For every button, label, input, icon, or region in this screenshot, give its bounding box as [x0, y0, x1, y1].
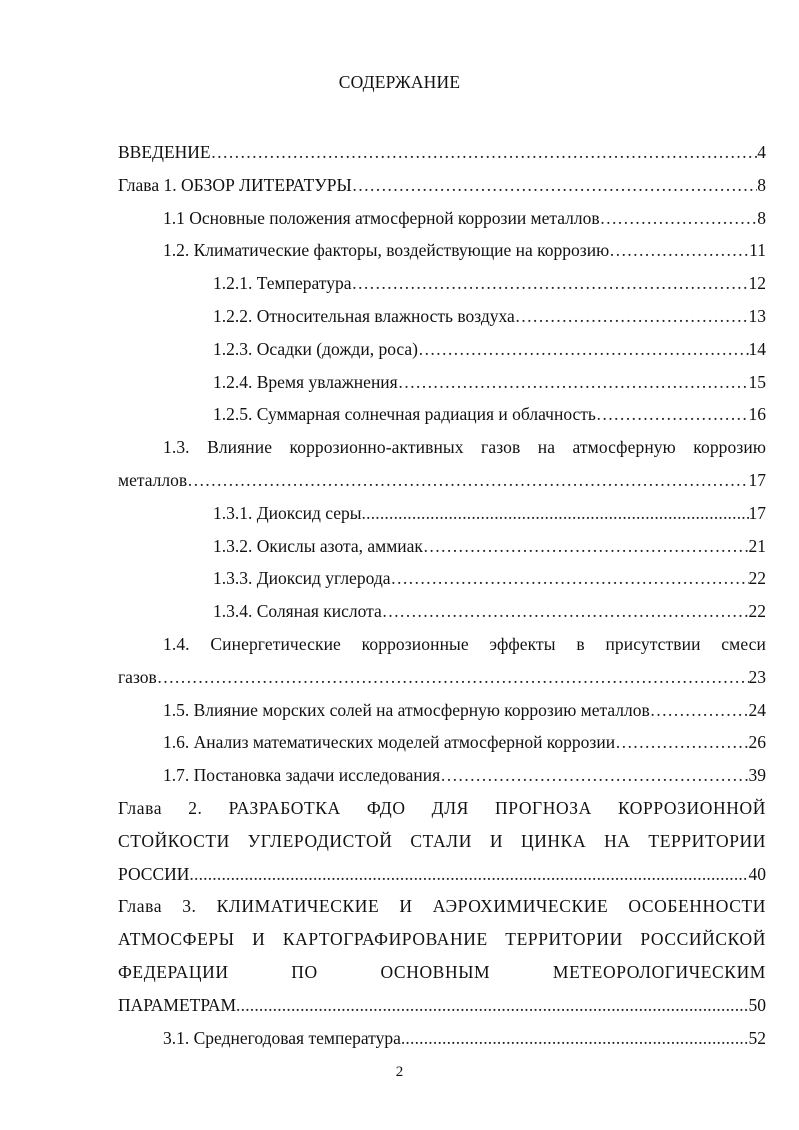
- word: ОСНОВНЫМ: [380, 961, 491, 982]
- word: ФЕДЕРАЦИИ: [118, 961, 229, 982]
- toc-entry-title: газов: [118, 666, 157, 687]
- toc-entry-page: 23: [748, 666, 766, 687]
- toc-entry-3-1[interactable]: [118, 1022, 766, 1055]
- toc-entry-title: 3.1. Среднегодовая температура: [163, 1027, 401, 1048]
- dot-leader: [382, 595, 749, 628]
- toc-entry-page: 39: [748, 765, 766, 786]
- dot-leader: [157, 661, 749, 694]
- word: КАРТОГРАФИРОВАНИЕ: [282, 929, 488, 950]
- toc-entry-title: 1.1 Основные положения атмосферной коррозии металлов: [163, 207, 600, 228]
- word: РАЗРАБОТКА: [228, 797, 341, 818]
- toc-entry-title: 1.2.5. Суммарная солнечная радиация и облачность: [213, 404, 596, 425]
- word: КОРРОЗИОННОЙ: [617, 797, 766, 818]
- word: ПО: [291, 961, 318, 982]
- word: 1.4.: [163, 633, 190, 654]
- toc-entry-1-2-4[interactable]: [118, 366, 766, 399]
- toc-entry-page: 14: [748, 338, 766, 359]
- dot-leader: [391, 562, 749, 595]
- dot-leader: [352, 169, 758, 202]
- word: присутствии: [605, 633, 701, 654]
- toc-entry-title: металлов: [118, 469, 188, 490]
- word: ТЕРРИТОРИИ: [505, 929, 623, 950]
- toc-entry-page: 8: [757, 174, 766, 195]
- dot-leader: [515, 300, 749, 333]
- word: Глава: [118, 896, 163, 917]
- dot-leader: [362, 497, 749, 530]
- dot-leader: [440, 759, 748, 792]
- toc-entry-title: 1.6. Анализ математических моделей атмосферной коррозии: [163, 732, 616, 753]
- word: газов: [481, 437, 521, 458]
- dot-leader: [615, 726, 748, 759]
- toc-entry-1-3-3[interactable]: [118, 562, 766, 595]
- toc-entry-1-7[interactable]: [118, 759, 766, 792]
- word: 2.: [188, 797, 203, 818]
- word: коррозионно-активных: [289, 437, 464, 458]
- toc-entry-title: РОССИИ: [118, 863, 190, 884]
- word: И: [399, 896, 413, 917]
- toc-entry-page: 17: [748, 469, 766, 490]
- toc-entry-title: 1.2.4. Время увлажнения: [213, 371, 398, 392]
- dot-leader: [418, 333, 749, 366]
- word: ТЕРРИТОРИИ: [648, 830, 766, 851]
- toc-entry-page: 16: [748, 404, 766, 425]
- word: 3.: [182, 896, 197, 917]
- word: АТМОСФЕРЫ: [118, 929, 235, 950]
- toc-entry-1-6[interactable]: [118, 726, 766, 759]
- toc-entry-page: 11: [749, 240, 766, 261]
- toc-entry-title: 1.2.1. Температура: [213, 273, 352, 294]
- dot-leader: [600, 202, 758, 235]
- word: АЭРОХИМИЧЕСКИЕ: [432, 896, 609, 917]
- toc-entry-page: 13: [748, 305, 766, 326]
- toc-entry-chapter-3-line-1[interactable]: [118, 890, 766, 923]
- toc-entry-1-3-2[interactable]: [118, 530, 766, 563]
- toc-entry-intro[interactable]: [118, 136, 766, 169]
- toc-entry-1-3-line-1[interactable]: [118, 431, 766, 464]
- word: ДЛЯ: [431, 797, 469, 818]
- toc-entry-title: 1.7. Постановка задачи исследования: [163, 765, 441, 786]
- word: СТАЛИ: [410, 830, 472, 851]
- word: Влияние: [207, 437, 273, 458]
- word: ЦИНКА: [520, 830, 587, 851]
- word: эффекты: [489, 633, 556, 654]
- toc-entry-page: 24: [748, 699, 766, 720]
- toc-entry-page: 17: [748, 502, 766, 523]
- word: смеси: [721, 633, 766, 654]
- toc-entry-title: Глава 1. ОБЗОР ЛИТЕРАТУРЫ: [118, 174, 352, 195]
- toc-entry-chapter-3-line-4[interactable]: [118, 989, 766, 1022]
- dot-leader: [352, 267, 749, 300]
- toc-entry-chapter-3-line-3[interactable]: [118, 956, 766, 989]
- toc-entry-chapter-3-line-2[interactable]: [118, 923, 766, 956]
- toc-entry-chapter-2-line-1[interactable]: [118, 792, 766, 825]
- toc-entry-1-2-1[interactable]: [118, 267, 766, 300]
- word: И: [252, 929, 266, 950]
- toc-entry-title: 1.2. Климатические факторы, воздействующие на коррозию: [163, 240, 610, 261]
- toc-entry-page: 52: [748, 1027, 766, 1048]
- word: РОССИЙСКОЙ: [640, 929, 766, 950]
- dot-leader: [423, 530, 749, 563]
- toc-entry-page: 22: [748, 601, 766, 622]
- toc-entry-page: 22: [748, 568, 766, 589]
- dot-leader: [650, 694, 749, 727]
- toc-entry-1-2[interactable]: [118, 234, 766, 267]
- word: СТОЙКОСТИ: [118, 830, 230, 851]
- toc-entry-1-2-3[interactable]: [118, 333, 766, 366]
- toc-entry-title: 1.3.3. Диоксид углерода: [213, 568, 391, 589]
- word: ОСОБЕННОСТИ: [628, 896, 766, 917]
- word: ФДО: [366, 797, 406, 818]
- toc-entry-chapter-2-line-2[interactable]: [118, 825, 766, 858]
- word: атмосферную: [572, 437, 676, 458]
- toc-entry-1-3-1[interactable]: [118, 497, 766, 530]
- word: Глава: [118, 797, 163, 818]
- toc-entry-chapter-2-line-3[interactable]: [118, 858, 766, 891]
- toc-entry-1-4-line-2[interactable]: [118, 661, 766, 694]
- toc-entry-page: 21: [748, 535, 766, 556]
- word: КЛИМАТИЧЕСКИЕ: [216, 896, 380, 917]
- word: УГЛЕРОДИСТОЙ: [247, 830, 393, 851]
- toc-entry-page: 50: [748, 994, 766, 1015]
- table-of-contents: [118, 136, 766, 1054]
- toc-entry-page: 40: [748, 863, 766, 884]
- toc-entry-1-2-2[interactable]: [118, 300, 766, 333]
- toc-entry-1-3-line-2[interactable]: [118, 464, 766, 497]
- toc-entry-title: ПАРАМЕТРАМ: [118, 994, 237, 1015]
- toc-entry-title: 1.5. Влияние морских солей на атмосферную коррозию металлов: [163, 699, 650, 720]
- word: коррозионные: [361, 633, 469, 654]
- toc-entry-title: 1.2.3. Осадки (дожди, роса): [213, 338, 418, 359]
- toc-entry-title: 1.3.1. Диоксид серы: [213, 502, 362, 523]
- toc-entry-title: ВВЕДЕНИЕ: [118, 142, 211, 162]
- dot-leader: [596, 398, 749, 431]
- page-number: 2: [395, 1064, 404, 1080]
- word: коррозию: [693, 437, 766, 458]
- word: в: [576, 633, 585, 654]
- toc-entry-1-2-5[interactable]: [118, 398, 766, 431]
- toc-entry-title: 1.3.4. Соляная кислота: [213, 601, 382, 622]
- toc-entry-title: 1.2.2. Относительная влажность воздуха: [213, 305, 515, 326]
- page-title: СОДЕРЖАНИЕ: [338, 72, 461, 92]
- dot-leader: [189, 858, 748, 891]
- dot-leader: [187, 464, 748, 497]
- toc-entry-1-3-4[interactable]: [118, 595, 766, 628]
- word: на: [537, 437, 556, 458]
- toc-entry-chapter-1[interactable]: [118, 169, 766, 202]
- dot-leader: [401, 1022, 749, 1055]
- dot-leader: [609, 234, 749, 267]
- toc-entry-page: 12: [748, 273, 766, 294]
- toc-entry-1-4-line-1[interactable]: [118, 628, 766, 661]
- dot-leader: [211, 136, 758, 169]
- word: Синергетические: [210, 633, 341, 654]
- toc-entry-page: 15: [748, 371, 766, 392]
- dot-leader: [236, 989, 748, 1022]
- toc-entry-1-1[interactable]: [118, 202, 766, 235]
- toc-entry-1-5[interactable]: [118, 694, 766, 727]
- word: НА: [604, 830, 631, 851]
- dot-leader: [398, 366, 749, 399]
- word: ПРОГНОЗА: [495, 797, 592, 818]
- word: МЕТЕОРОЛОГИЧЕСКИМ: [552, 961, 766, 982]
- toc-entry-title: 1.3.2. Окислы азота, аммиак: [213, 535, 423, 556]
- toc-entry-page: 8: [757, 207, 766, 228]
- toc-entry-page: 26: [748, 732, 766, 753]
- word: 1.3.: [163, 437, 190, 458]
- word: И: [489, 830, 504, 851]
- toc-entry-page: 4: [757, 142, 766, 162]
